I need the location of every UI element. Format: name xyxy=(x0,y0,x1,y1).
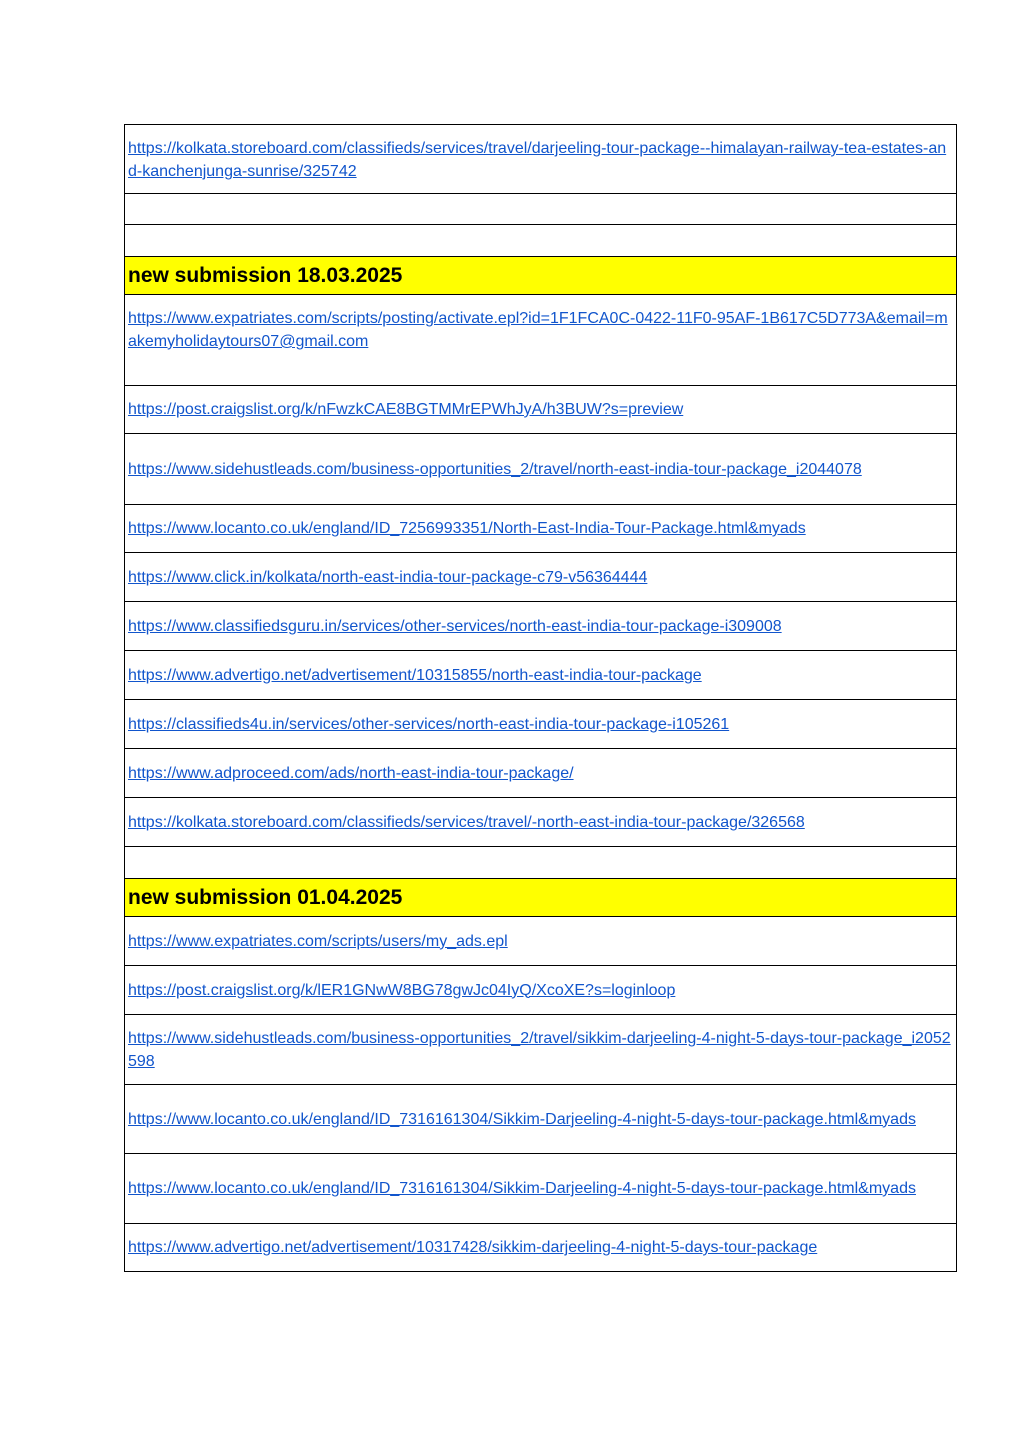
url-link[interactable]: https://kolkata.storeboard.com/classifieds/services/travel/-north-east-india-tour-package/326568 xyxy=(128,813,805,831)
url-link[interactable]: https://post.craigslist.org/k/lER1GNwW8BG78gwJc04IyQ/XcoXE?s=loginloop xyxy=(128,981,676,999)
table-row xyxy=(125,295,957,386)
url-link[interactable]: https://classifieds4u.in/services/other-services/north-east-india-tour-package-i105261 xyxy=(128,715,730,733)
table-row xyxy=(125,553,957,602)
table-row xyxy=(125,917,957,966)
section-heading: new submission 18.03.2025 xyxy=(125,257,957,295)
section-heading: new submission 01.04.2025 xyxy=(125,879,957,917)
url-link[interactable]: https://post.craigslist.org/k/nFwzkCAE8BGTMMrEPWhJyA/h3BUW?s=preview xyxy=(128,401,684,418)
url-link[interactable]: https://www.locanto.co.uk/england/ID_7316161304/Sikkim-Darjeeling-4-night-5-days-tour-package.html&myads xyxy=(128,1110,916,1128)
link-cell xyxy=(125,917,957,966)
link-cell xyxy=(125,434,957,505)
url-link[interactable]: https://www.sidehustleads.com/business-opportunities_2/travel/north-east-india-tour-package_i2044078 xyxy=(128,460,862,478)
link-cell xyxy=(125,553,957,602)
table-row xyxy=(125,651,957,700)
url-link[interactable]: https://www.advertigo.net/advertisement/10317428/sikkim-darjeeling-4-night-5-days-tour-package xyxy=(128,1239,818,1256)
url-link[interactable]: https://www.expatriates.com/scripts/posting/activate.epl?id=1F1FCA0C-0422-11F0-95AF-1B617C5D773A&email=makemyholidaytours07@gmail.com xyxy=(128,310,948,350)
link-cell xyxy=(125,602,957,651)
link-cell xyxy=(125,966,957,1015)
table-row xyxy=(125,798,957,847)
table-row xyxy=(125,386,957,434)
table-row xyxy=(125,434,957,505)
link-cell xyxy=(125,1154,957,1224)
table-row xyxy=(125,125,957,194)
table-row xyxy=(125,225,957,257)
link-cell xyxy=(125,295,957,386)
link-cell xyxy=(125,386,957,434)
link-cell xyxy=(125,700,957,749)
table-row xyxy=(125,847,957,879)
table-row xyxy=(125,505,957,553)
table-row xyxy=(125,749,957,798)
link-cell xyxy=(125,798,957,847)
url-link[interactable]: https://www.click.in/kolkata/north-east-india-tour-package-c79-v56364444 xyxy=(128,568,648,586)
table-row xyxy=(125,700,957,749)
empty-cell xyxy=(125,225,957,257)
link-cell xyxy=(125,749,957,798)
url-link[interactable]: https://www.adproceed.com/ads/north-east-india-tour-package/ xyxy=(128,764,574,782)
table-row xyxy=(125,1015,957,1085)
empty-cell xyxy=(125,847,957,879)
section-heading-row xyxy=(125,879,957,917)
link-cell xyxy=(125,1085,957,1154)
table-row xyxy=(125,1224,957,1272)
link-cell xyxy=(125,1015,957,1085)
link-cell xyxy=(125,1224,957,1272)
table-row xyxy=(125,602,957,651)
table-row xyxy=(125,966,957,1015)
link-cell xyxy=(125,505,957,553)
empty-cell xyxy=(125,194,957,225)
link-cell xyxy=(125,125,957,194)
section-heading-row xyxy=(125,257,957,295)
url-link[interactable]: https://www.sidehustleads.com/business-opportunities_2/travel/sikkim-darjeeling-4-night-5-days-tour-package_i2052598 xyxy=(128,1029,951,1070)
url-link[interactable]: https://www.advertigo.net/advertisement/10315855/north-east-india-tour-package xyxy=(128,666,702,684)
table-row xyxy=(125,1085,957,1154)
link-cell xyxy=(125,651,957,700)
url-link[interactable]: https://www.locanto.co.uk/england/ID_7316161304/Sikkim-Darjeeling-4-night-5-days-tour-package.html&myads xyxy=(128,1180,916,1197)
url-link[interactable]: https://www.locanto.co.uk/england/ID_7256993351/North-East-India-Tour-Package.html&myads xyxy=(128,520,806,537)
url-link[interactable]: https://www.classifiedsguru.in/services/other-services/north-east-india-tour-package-i309008 xyxy=(128,617,782,635)
table-row xyxy=(125,1154,957,1224)
url-link[interactable]: https://kolkata.storeboard.com/classifieds/services/travel/darjeeling-tour-package--himalayan-railway-tea-estates-and-kanchenjunga-sunrise/325742 xyxy=(128,140,947,180)
submission-links-table xyxy=(124,124,957,1272)
table-row xyxy=(125,194,957,225)
url-link[interactable]: https://www.expatriates.com/scripts/users/my_ads.epl xyxy=(128,932,508,950)
